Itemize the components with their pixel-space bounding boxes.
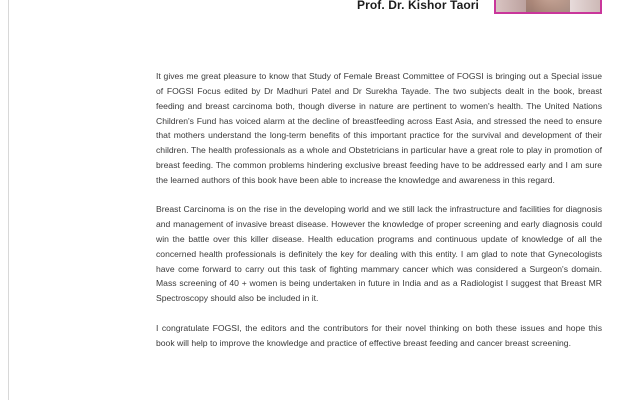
paragraph-breast-carcinoma: Breast Carcinoma is on the rise in the developing world and we still lack the infrastructure and facilities for diagnosis and management of invasive breast disease. However the knowledge of proper screening and early diagnosis could win the battle over this killer disease. Health education programs and continuous update of knowledge of all the concerned health professionals is definitely the key for dealing with this entity. I am glad to note that Gynecologists have come forward to carry out this task of fighting mammary cancer which was considered a Surgeon's domain. Mass screening of 40 + women is being undertaken in future in India and as a Radiologist I suggest that Breast MR Spectroscopy should also be included in it. (156, 204, 602, 304)
paragraph-congratulations: I congratulate FOGSI, the editors and the contributors for their novel thinking on both these issues and hope this book will help to improve the knowledge and practice of effective breast feeding and cancer breast screening. (156, 322, 602, 348)
author-name: Prof. Dr. Kishor Taori (357, 0, 479, 12)
paragraph-breastfeeding: It gives me great pleasure to know that Study of Female Breast Committee of FOGSI is bringing out a Special issue of FOGSI Focus edited by Dr Madhuri Patel and Dr Surekha Tayade. The two subjects dealt in the book, breast feeding and breast carcinoma both, though diverse in nature are pertinent to women's health. The United Nations Children's Fund has voiced alarm at the decline of breastfeeding across East Asia, and stressed the need to ensure that mothers understand the long-term benefits of this important practice for the survival and development of their children. The health professionals as a whole and Obstetricians in particular have a great role to play in promotion of breast feeding. The common problems hindering exclusive breast feeding have to be addressed early and I am sure the learned authors of this book have been able to increase the knowledge and awareness in this regard. (156, 71, 602, 185)
message-body (156, 69, 602, 365)
author-photo-image (526, 0, 570, 12)
page-margin-rule (8, 0, 9, 400)
author-photo (494, 0, 602, 14)
